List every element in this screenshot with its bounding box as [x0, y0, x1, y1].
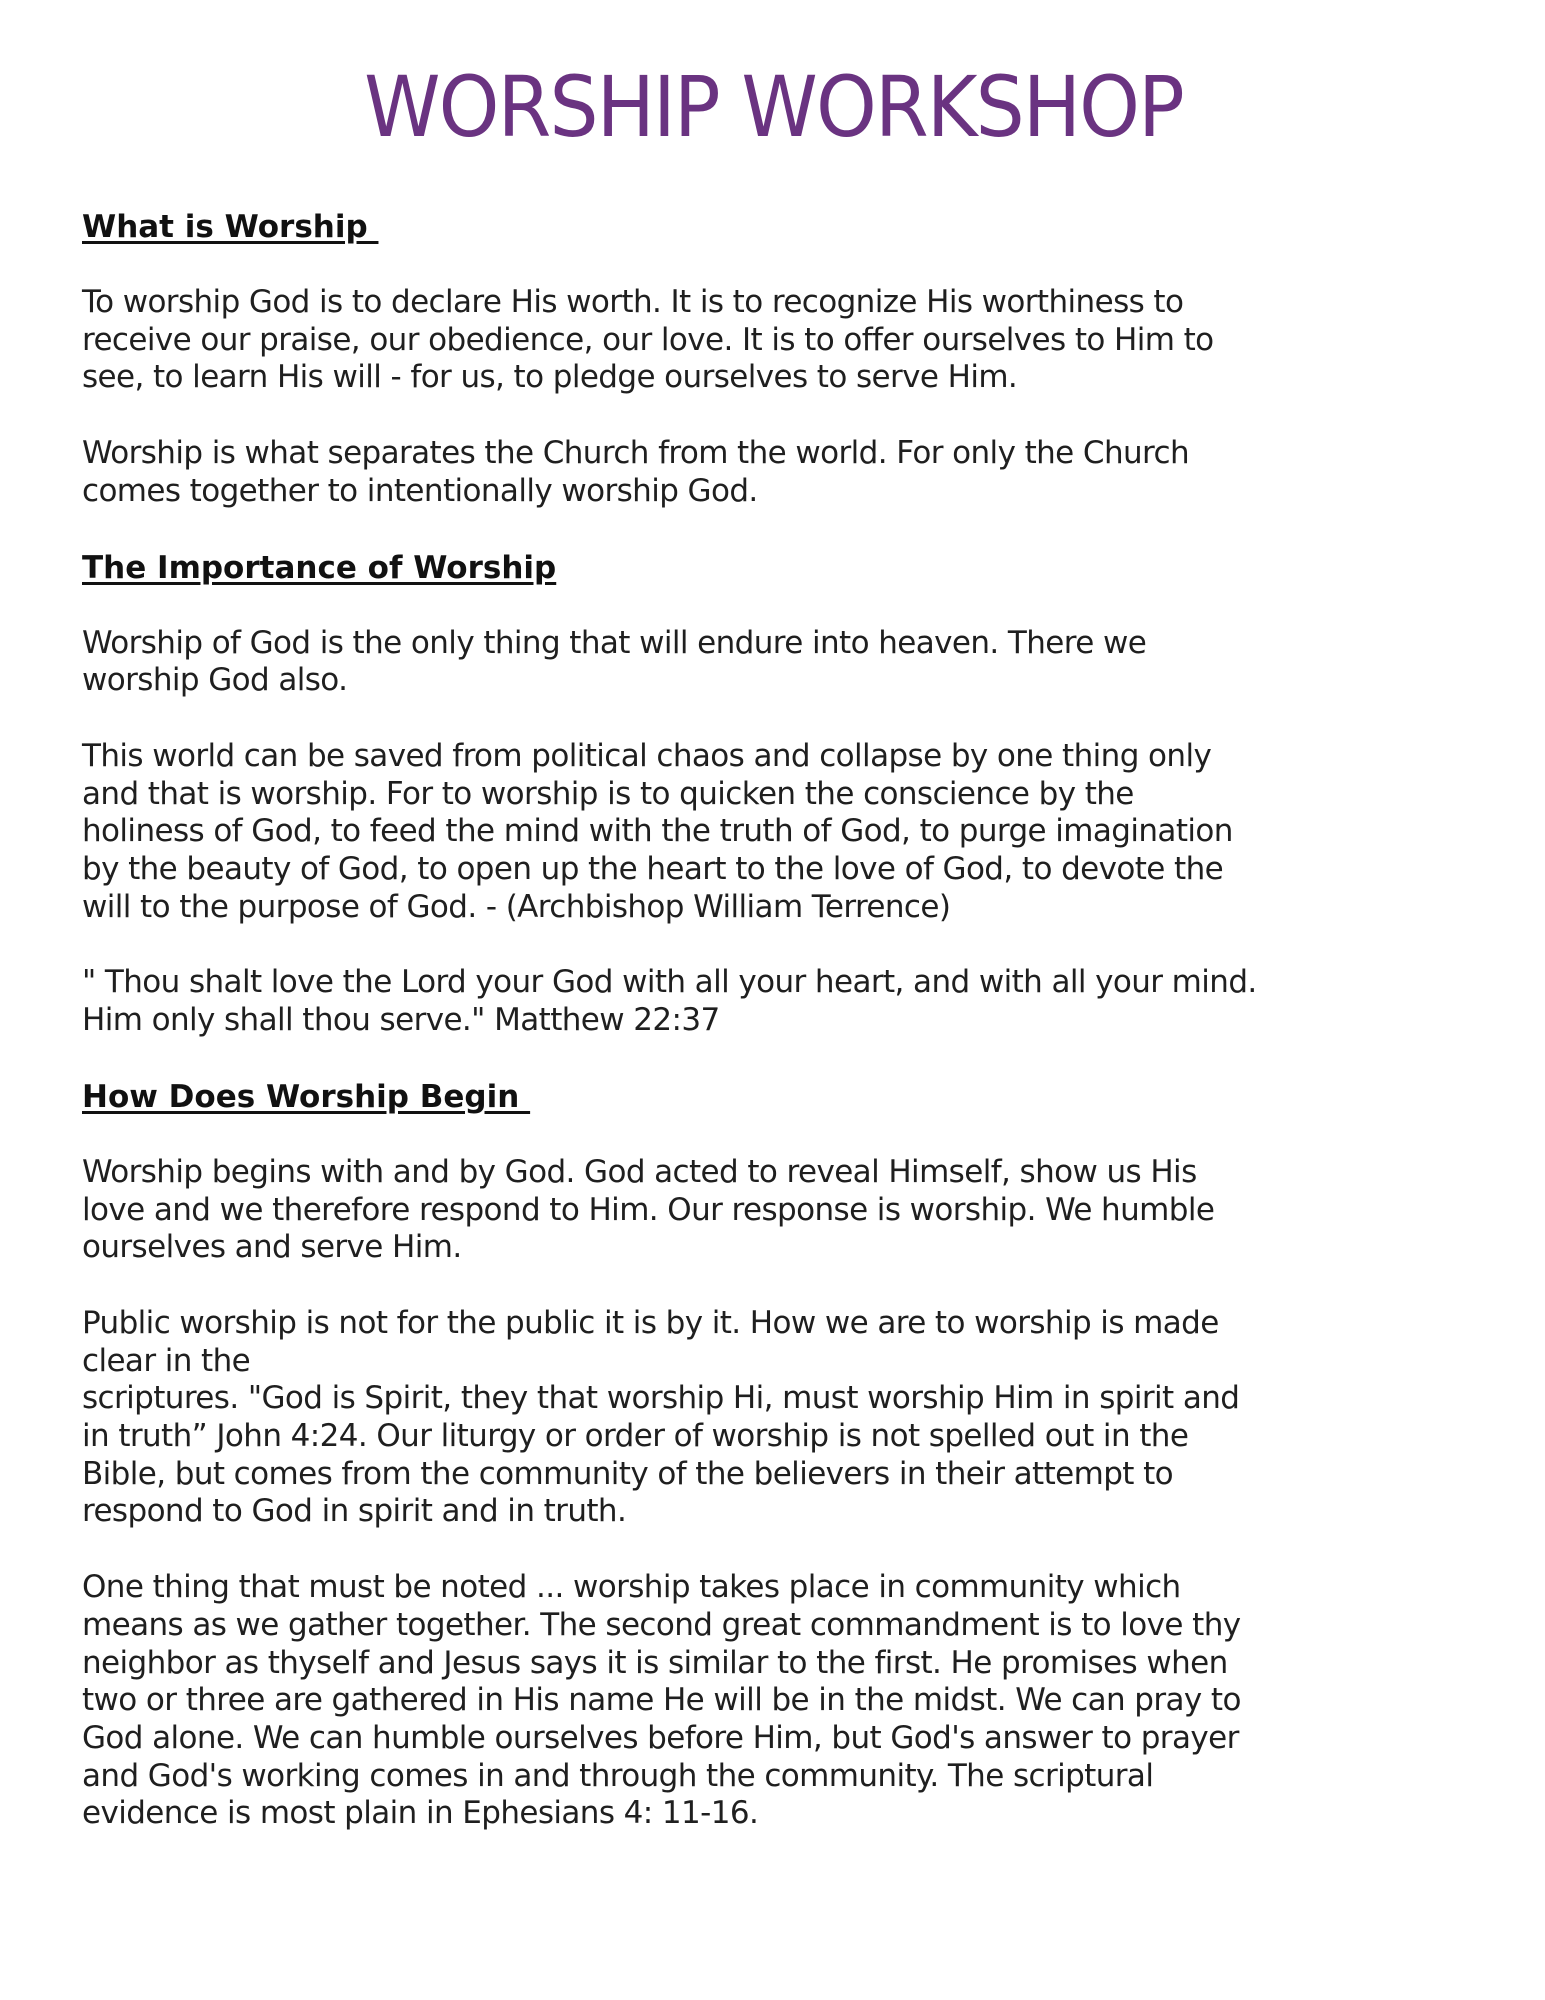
spacer: [82, 1267, 1465, 1305]
paragraph: [82, 1569, 1465, 1833]
paragraph: [82, 284, 1465, 397]
paragraph-line: ourselves and serve Him.: [82, 1229, 462, 1266]
section-heading: The Importance of Worship: [82, 549, 557, 586]
paragraph-line: clear in the: [82, 1342, 251, 1379]
paragraph-line: To worship God is to declare His worth. It is to recognize His worthiness to: [82, 284, 1184, 320]
paragraph-line: evidence is most plain in Ephesians 4: 11-16.: [82, 1795, 759, 1832]
paragraph: [82, 625, 1465, 700]
spacer: [82, 1116, 1465, 1154]
paragraph-line: scriptures. "God is Spirit, they that worship Hi, must worship Him in spirit and: [82, 1380, 1240, 1417]
paragraph-line: by the beauty of God, to open up the heart to the love of God, to devote the: [82, 851, 1224, 888]
spacer: [82, 926, 1465, 964]
document-body: [82, 208, 1465, 1833]
paragraph-line: will to the purpose of God. - (Archbishop William Terrence): [82, 888, 951, 925]
paragraph-line: love and we therefore respond to Him. Our response is worship. We humble: [82, 1191, 1215, 1228]
paragraph-line: and that is worship. For to worship is to quicken the conscience by the: [82, 775, 1134, 812]
spacer: [82, 587, 1465, 625]
paragraph-line: Bible, but comes from the community of the believers in their attempt to: [82, 1455, 1174, 1492]
paragraph-line: two or three are gathered in His name He will be in the midst. We can pray to: [82, 1682, 1241, 1719]
paragraph: [82, 1154, 1465, 1267]
paragraph-line: comes together to intentionally worship God.: [82, 472, 758, 509]
paragraph-line: One thing that must be noted ... worship takes place in community which: [82, 1569, 1181, 1606]
spacer: [82, 700, 1465, 738]
paragraph-line: means as we gather together. The second great commandment is to love thy: [82, 1606, 1241, 1643]
spacer: [82, 511, 1465, 549]
section-heading: What is Worship: [82, 209, 379, 245]
spacer: [82, 1040, 1465, 1078]
paragraph-line: receive our praise, our obedience, our love. It is to offer ourselves to Him to: [82, 321, 1214, 358]
paragraph-line: Worship of God is the only thing that will endure into heaven. There we: [82, 624, 1147, 661]
paragraph-line: and God's working comes in and through the community. The scriptural: [82, 1757, 1154, 1794]
spacer: [82, 1531, 1465, 1569]
paragraph-line: respond to God in spirit and in truth.: [82, 1493, 627, 1530]
paragraph: [82, 964, 1465, 1039]
paragraph: [82, 435, 1465, 510]
paragraph-line: worship God also.: [82, 662, 348, 699]
section-heading: How Does Worship Begin: [82, 1078, 531, 1115]
paragraph: [82, 738, 1465, 927]
spacer: [82, 246, 1465, 284]
paragraph-line: Worship is what separates the Church from the world. For only the Church: [82, 435, 1189, 472]
paragraph: [82, 1305, 1465, 1531]
paragraph-line: in truth” John 4:24. Our liturgy or order of worship is not spelled out in the: [82, 1418, 1189, 1455]
paragraph-line: neighbor as thyself and Jesus says it is similar to the first. He promises when: [82, 1644, 1228, 1681]
paragraph-line: see, to learn His will - for us, to pledge ourselves to serve Him.: [82, 359, 1018, 396]
paragraph-line: This world can be saved from political chaos and collapse by one thing only: [82, 737, 1212, 774]
paragraph-line: Public worship is not for the public it is by it. How we are to worship is made: [82, 1304, 1219, 1341]
page-title: WORSHIP WORKSHOP: [364, 58, 1183, 156]
spacer: [82, 397, 1465, 435]
paragraph-line: " Thou shalt love the Lord your God with all your heart, and with all your mind.: [82, 964, 1257, 1001]
paragraph-line: Him only shall thou serve." Matthew 22:37: [82, 1002, 720, 1039]
paragraph-line: Worship begins with and by God. God acted to reveal Himself, show us His: [82, 1153, 1197, 1190]
paragraph-line: holiness of God, to feed the mind with the truth of God, to purge imagination: [82, 813, 1233, 850]
paragraph-line: God alone. We can humble ourselves before Him, but God's answer to prayer: [82, 1719, 1239, 1756]
